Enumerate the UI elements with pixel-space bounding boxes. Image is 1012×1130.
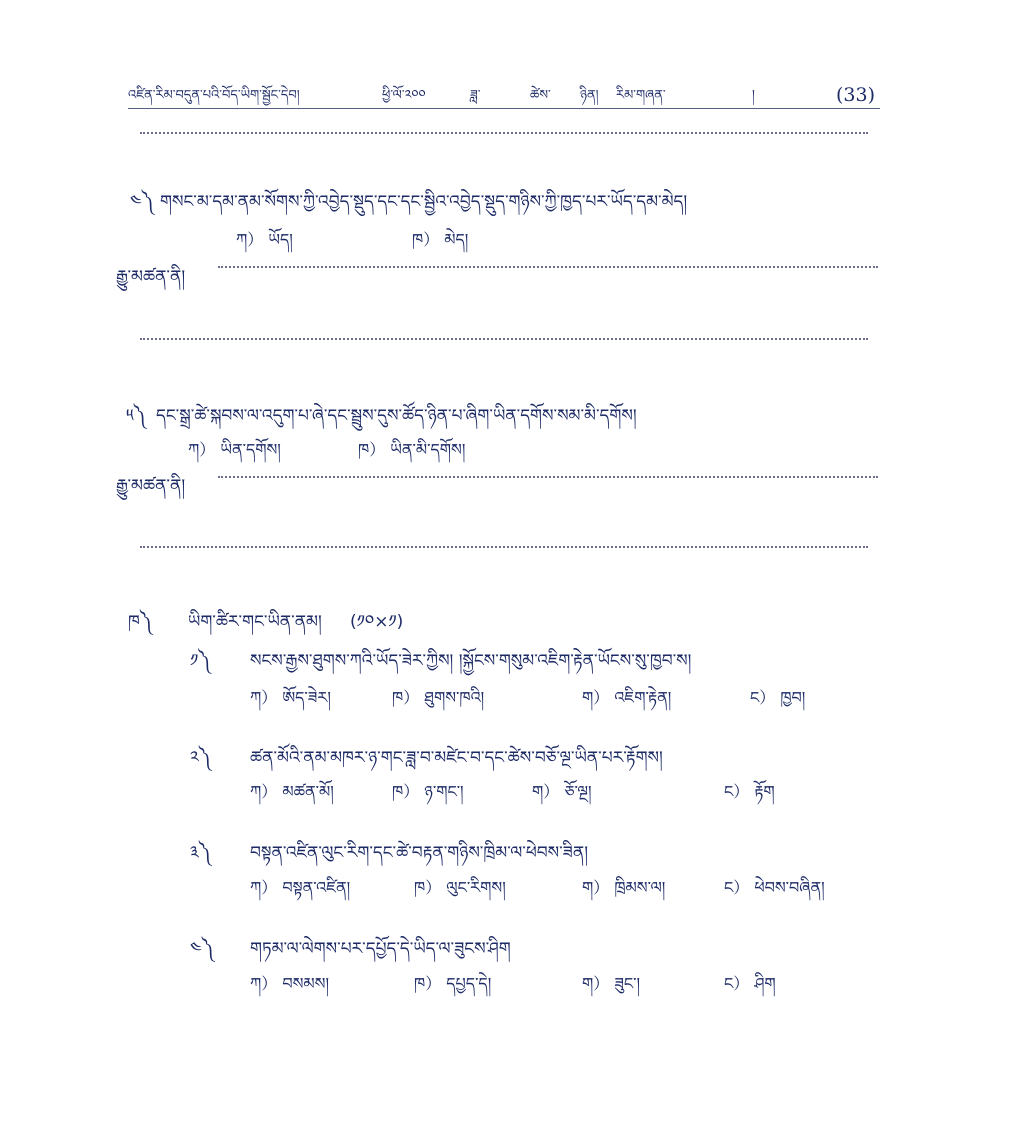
option-ga[interactable]: ག） འཇིག་རྟེན།	[582, 688, 672, 707]
header-year: ཕྱི་ལོ་༢༠༠	[382, 88, 426, 103]
question-4-text: གསང་མ་དམ་ནམ་སོགས་ཀྱི་འབྱེད་སྡུད་དང་དང་སྦྱིའ་འབྱེད་སྡུད་གཉིས་ཀྱི་ཁྱད་པར་ཡོད་དམ་མེད།	[160, 192, 688, 212]
header-title: འཛིན་རིམ་བདུན་པའི་བོད་ཡིག་སྦྱོང་དེབ།	[128, 88, 300, 103]
item-number: ༣༽	[190, 843, 211, 863]
option-nga[interactable]: ང） ཁྱབ།	[750, 688, 806, 707]
reason-answer-line[interactable]	[218, 266, 878, 268]
item-number: ༤༽	[190, 939, 214, 959]
option-ka[interactable]: ཀ） ཨོད་ཟེར།	[250, 688, 331, 707]
section-number: ཁ༽	[128, 612, 153, 632]
option-ga[interactable]: ག） ཅོ་ལྔ།	[532, 782, 592, 801]
item-number: ༢༽	[190, 748, 211, 768]
item-text: བསྟན་འཛིན་ལུང་རིག་དང་ཚེ་བརྟན་གཉིས་ཁྲིམ་ལ་ཕེབས་ཟིན།	[250, 843, 588, 863]
option-ka[interactable]: ཀ） བསམས།	[250, 974, 329, 993]
option-nga[interactable]: ང） ཤིག	[724, 974, 776, 993]
item-number: ༡༽	[190, 651, 211, 671]
section-title: ཡིག་ཚིར་གང་ཡིན་ནམ།	[188, 612, 322, 632]
page-number: (33)	[836, 84, 876, 106]
question-4-reason-label: རྒྱུ་མཚན་ནི།	[116, 267, 186, 287]
option-nga[interactable]: ང） ཕེབས་བཞིན།	[724, 878, 825, 897]
question-4-option-kha: ཁ） མེད།	[412, 230, 469, 249]
reason-answer-line[interactable]	[140, 338, 868, 340]
reason-answer-line[interactable]	[140, 546, 868, 548]
option-ga[interactable]: ག） ཟུང་།	[582, 974, 641, 993]
question-4-option-ka: ཀ） ཡོད།	[236, 230, 293, 249]
header-date: ཚེས་	[530, 88, 551, 103]
option-ka[interactable]: ཀ） མཚན་མོ།	[250, 782, 334, 801]
item-text: ཚན་མོའི་ནམ་མཁར་ཉ་གང་ཟླ་བ་མཛེང་བ་དང་ཚེས་བཅོ་ལྔ་ཡིན་པར་རྟོགས།	[250, 748, 663, 768]
item-text: སངས་རྒྱས་ཐུགས་ཀའི་ཡོད་ཟེར་ཀྱིས། །སྐྱོངས་གསུམ་འཇིག་རྟེན་ཡོངས་སུ་ཁྱབ་ས།	[250, 651, 692, 671]
option-ka[interactable]: ཀ） བསྟན་འཛིན།	[250, 878, 351, 897]
option-nga[interactable]: ང） རྟོག	[724, 782, 775, 801]
option-kha[interactable]: ཁ） ཐུགས་ཁའི།	[392, 688, 485, 707]
question-5-reason-label: རྒྱུ་མཚན་ནི།	[116, 476, 186, 496]
question-5-option-kha: ཁ） ཡིན་མི་དགོས།	[358, 440, 466, 459]
question-5-number: ༥༽	[126, 406, 146, 426]
option-kha[interactable]: ཁ） དཔྱད་དེ།	[414, 974, 492, 993]
reason-answer-line[interactable]	[218, 476, 878, 478]
header-rule	[128, 108, 880, 109]
question-5-text: དང་སྒྲ་ཚེ་སྐབས་ལ་འདུག་པ་ཞེ་དང་སྦྲུས་དུས་ཚོད་ཉིན་པ་ཞིག་ཡིན་དགོས་སམ་མི་དགོས།	[156, 406, 637, 426]
header-name: རིམ་གཞན་	[616, 88, 666, 103]
answer-line	[140, 132, 868, 134]
question-4-number: ༤༽	[130, 192, 154, 212]
option-ga[interactable]: ག） ཁྲིམས་ལ།	[582, 878, 666, 897]
header-month: ཟླ་	[470, 88, 481, 103]
item-text: གཏམ་ལ་ལེགས་པར་དཔྱོད་དེ་ཡིད་ལ་ཟུངས་ཤིག	[250, 939, 511, 959]
header-day: ཉིན།	[580, 88, 599, 103]
option-kha[interactable]: ཁ） ཉ་གང་།	[392, 782, 464, 801]
question-5-option-ka: ཀ） ཡིན་དགོས།	[188, 440, 281, 459]
option-kha[interactable]: ཁ） ལུང་རིགས།	[414, 878, 506, 897]
header-mark: །	[752, 88, 755, 103]
section-score: (༡༠×༡)	[350, 612, 404, 632]
